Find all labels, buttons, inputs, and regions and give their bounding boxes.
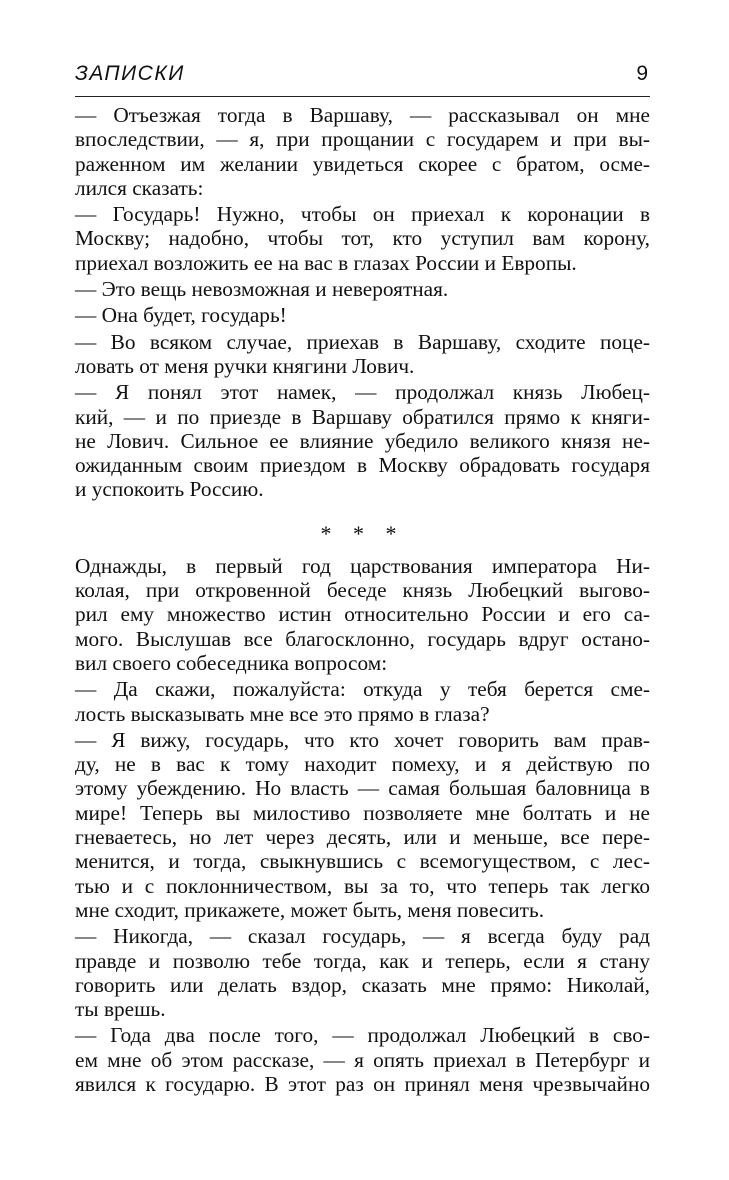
paragraph	[75, 277, 650, 301]
text-line: гневаетесь, но лет через десять, или и меньше, все пере-	[75, 825, 650, 850]
text-line: не Лович. Сильное ее влияние убедило великого князя не-	[75, 428, 650, 453]
text-line: колая, при откровенной беседе князь Любецкий выгово-	[75, 578, 650, 603]
text-line: этому убеждению. Но власть — самая большая баловница в	[75, 776, 650, 801]
text-line: ты врешь.	[75, 997, 166, 1022]
text-line: лость высказывать мне все это прямо в глаза?	[75, 701, 490, 726]
text-line: ловать от меня ручки княгини Лович.	[75, 353, 415, 378]
paragraph	[75, 202, 650, 275]
text-line: рил ему множество истин относительно России и его са-	[75, 602, 650, 627]
paragraph	[75, 380, 650, 501]
paragraph	[75, 1023, 650, 1096]
header-title: ЗАПИСКИ	[75, 62, 185, 85]
text-line: мне сходит, прикажете, может быть, меня повесить.	[75, 897, 545, 922]
text-line: — Я понял этот намек, — продолжал князь Любец-	[75, 380, 650, 405]
page-number: 9	[636, 62, 648, 85]
text-line: ожиданным своим приездом в Москву обрадовать государя	[75, 453, 650, 478]
text-line: Москву; надобно, чтобы тот, кто уступил вам корону,	[75, 226, 650, 251]
text-line: приехал возложить ее на вас в глазах России и Европы.	[75, 250, 577, 275]
text-line: Однажды, в первый год царствования императора Ни-	[75, 553, 650, 578]
text-line: менится, и тогда, свыкнувшись с всемогуществом, с лес-	[75, 849, 650, 874]
paragraph	[75, 330, 650, 379]
body-text	[75, 103, 650, 1098]
paragraph	[75, 303, 650, 327]
text-line: мого. Выслушав все благосклонно, государь вдруг остано-	[75, 626, 650, 651]
text-line: — Она будет, государь!	[75, 303, 287, 328]
text-line: — Никогда, — сказал государь, — я всегда буду рад	[75, 924, 650, 949]
paragraph	[75, 728, 650, 922]
section-separator: * * *	[320, 520, 405, 546]
text-line: говорить или делать вздор, сказать мне прямо: Николай,	[75, 972, 650, 997]
text-line: правде и позволю тебе тогда, как и теперь, если я стану	[75, 948, 650, 973]
text-line: раженном им желании увидеться скорее с братом, осме-	[75, 151, 650, 176]
text-line: впоследствии, — я, при прощании с государем и при вы-	[75, 127, 650, 152]
text-line: — Это вещь невозможная и невероятная.	[75, 277, 449, 302]
text-line: мире! Теперь вы милостиво позволяете мне болтать и не	[75, 800, 650, 825]
text-line: явился к государю. В этот раз он принял меня чрезвычайно	[75, 1071, 650, 1096]
text-line: лился сказать:	[75, 175, 204, 200]
text-line: кий, — и по приезде в Варшаву обратился прямо к княги-	[75, 404, 650, 429]
paragraph	[75, 924, 650, 1021]
paragraph	[75, 554, 650, 675]
text-line: ду, не в вас к тому находит помеху, и я действую по	[75, 752, 650, 777]
text-line: и успокоить Россию.	[75, 477, 264, 502]
text-line: — Государь! Нужно, чтобы он приехал к коронации в	[75, 202, 650, 227]
text-line: — Я вижу, государь, что кто хочет говорить вам прав-	[75, 727, 650, 752]
text-line: тью и с поклонничеством, вы за то, что теперь так легко	[75, 873, 650, 898]
text-block-2	[75, 554, 650, 1097]
text-line: — Года два после того, — продолжал Любецкий в сво-	[75, 1023, 650, 1048]
text-line: вил своего собеседника вопросом:	[75, 650, 388, 675]
text-line: — Отъезжая тогда в Варшаву, — рассказывал он мне	[75, 103, 650, 127]
text-line: — Да скажи, пожалуйста: откуда у тебя берется сме-	[75, 677, 650, 702]
running-header	[75, 62, 650, 97]
paragraph	[75, 677, 650, 726]
text-line: — Во всяком случае, приехав в Варшаву, сходите поце-	[75, 329, 650, 354]
text-line: ем мне об этом рассказе, — я опять приехал в Петербург и	[75, 1047, 650, 1072]
paragraph	[75, 103, 650, 200]
text-block-1	[75, 103, 650, 502]
